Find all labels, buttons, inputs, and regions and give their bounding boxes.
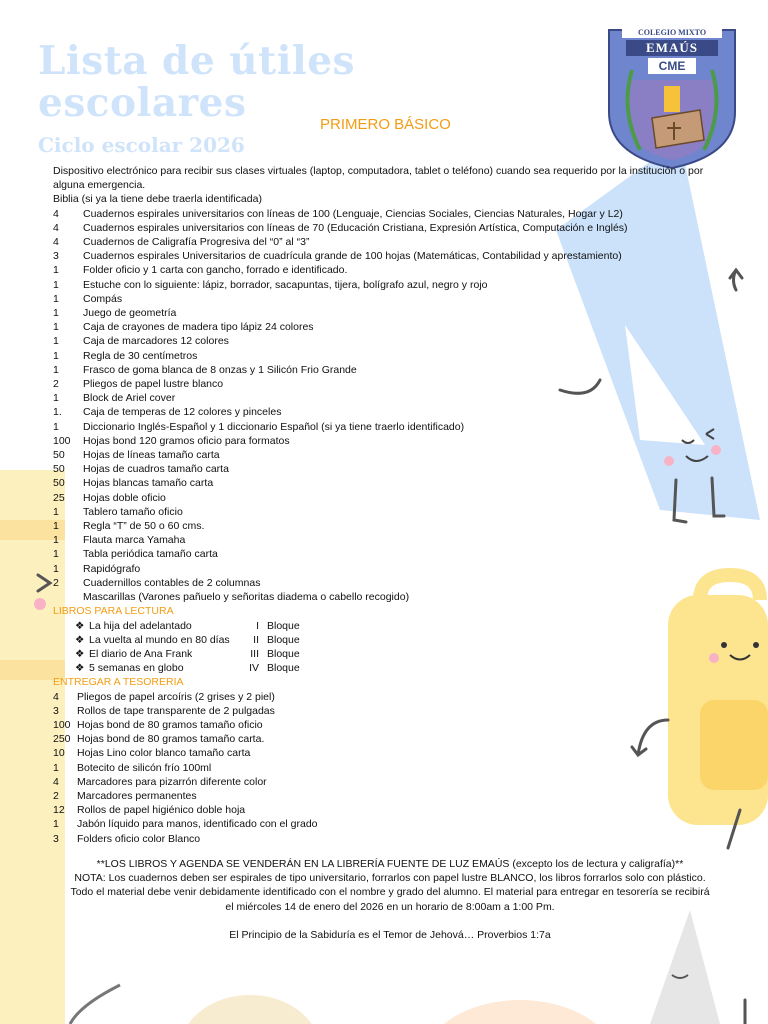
item-quantity: 1 [53,321,59,334]
list-item [53,775,713,789]
supply-list [53,164,713,846]
item-quantity: 4 [53,221,59,234]
item-description: Cuadernos espirales universitarios con líneas de 100 (Lenguaje, Ciencias Sociales, Ciencias Naturales, Hogar y L2) [83,207,623,220]
delivery-note-line-1: Todo el material debe venir debidamente identificado con el nombre y grado del alumno. El material para entregar en tesorería se recibirá [70,886,710,899]
list-item [53,761,713,775]
item-quantity: 50 [53,477,65,490]
reading-book [53,633,713,647]
item-quantity: 1 [53,548,59,561]
list-item [53,562,713,576]
item-quantity: 3 [53,832,59,845]
item-description: Marcadores permanentes [77,789,197,802]
item-description: Hojas de cuadros tamaño carta [83,463,229,476]
item-quantity: 1 [53,363,59,376]
list-item [53,746,713,760]
list-item [53,803,713,817]
list-item [53,377,713,391]
list-item [53,405,713,419]
item-quantity: 2 [53,378,59,391]
treasury-heading: ENTREGAR A TESORERIA [53,676,184,689]
item-description: Rollos de tape transparente de 2 pulgadas [77,704,275,717]
item-quantity: 1 [53,520,59,533]
item-description: Juego de geometría [83,307,177,320]
list-item [53,817,713,831]
book-block-number: III [250,647,259,660]
list-item [53,690,713,704]
item-description: Jabón líquido para manos, identificado con el grado [77,818,318,831]
item-quantity: 50 [53,463,65,476]
book-title: El diario de Ana Frank [89,647,193,660]
item-description: Hojas blancas tamaño carta [83,477,214,490]
item-quantity: 1 [53,420,59,433]
page-title [38,40,355,124]
book-block-number: II [253,633,259,646]
item-description: Mascarillas (Varones pañuelo y señoritas diadema o cabello recogido) [83,591,410,604]
book-block-label: Bloque [267,619,300,632]
intro-device: Dispositivo electrónico para recibir sus clases virtuales (laptop, computadora, tablet o teléfono) cuando sea requerido por la institución o por alguna emergencia. [53,165,704,192]
book-title: 5 semanas en globo [89,662,184,675]
item-quantity: 1 [53,264,59,277]
list-item [53,334,713,348]
item-description: Tablero tamaño oficio [83,505,183,518]
list-item [53,789,713,803]
item-description: Folder oficio y 1 carta con gancho, forrado e identificado. [83,264,348,277]
diamond-bullet-icon: ❖ [75,619,85,632]
item-description: Cuadernillos contables de 2 columnas [83,576,261,589]
grade-heading: PRIMERO BÁSICO [320,116,451,133]
list-item [53,732,713,746]
item-quantity: 4 [53,690,59,703]
book-block-label: Bloque [267,633,300,646]
item-quantity: 2 [53,789,59,802]
list-item [53,349,713,363]
list-item [53,363,713,377]
list-item [53,832,713,846]
item-description: Hojas bond de 80 gramos tamaño oficio [77,718,263,731]
item-quantity: 50 [53,449,65,462]
reading-books-list [53,619,713,676]
item-quantity: 4 [53,775,59,788]
list-item [53,434,713,448]
list-item [53,704,713,718]
list-item [53,391,713,405]
item-description: Regla de 30 centímetros [83,349,198,362]
treasury-list [53,690,713,846]
item-quantity: 25 [53,491,65,504]
item-quantity: 4 [53,207,59,220]
book-title: La vuelta al mundo en 80 días [89,633,230,646]
list-item [53,235,713,249]
item-description: Hojas bond 120 gramos oficio para formatos [83,434,290,447]
logo-initials: CME [658,59,686,73]
list-item [53,292,713,306]
list-item [53,320,713,334]
book-block-number: I [256,619,259,632]
bible-verse: El Principio de la Sabiduría es el Temor de Jehová… Proverbios 1:7a [229,928,551,941]
item-description: Cuadernos espirales Universitarios de cuadrícula grande de 100 hojas (Matemáticas, Contabilidad y aprestamiento) [83,250,622,263]
list-item [53,533,713,547]
reading-book [53,619,713,633]
item-description: Compás [83,292,123,305]
list-item [53,263,713,277]
item-quantity: 1 [53,292,59,305]
item-quantity: 1 [53,534,59,547]
list-item [53,306,713,320]
book-block-label: Bloque [267,647,300,660]
item-quantity: 1 [53,562,59,575]
title-line-2: escolares [38,80,247,126]
list-item [53,718,713,732]
reading-book [53,647,713,661]
item-quantity: 1 [53,349,59,362]
list-item [53,448,713,462]
item-description: Cuadernos espirales universitarios con líneas de 70 (Educación Cristiana, Expresión Artística, Computación e Inglés) [83,221,628,234]
book-block-number: IV [249,662,259,675]
item-description: Rapidógrafo [83,562,141,575]
item-description: Pliegos de papel lustre blanco [83,378,224,391]
item-quantity: 1 [53,818,59,831]
item-description: Pliegos de papel arcoíris (2 grises y 2 piel) [77,690,275,703]
item-description: Rollos de papel higiénico doble hoja [77,804,246,817]
book-title: La hija del adelantado [89,619,192,632]
item-description: Hojas Lino color blanco tamaño carta [77,747,251,760]
item-description: Frasco de goma blanca de 8 onzas y 1 Silicón Frio Grande [83,363,357,376]
reading-book [53,661,713,675]
list-item [53,590,713,604]
item-description: Folders oficio color Blanco [77,832,201,845]
item-description: Caja de temperas de 12 colores y pinceles [83,406,282,419]
item-quantity: 12 [53,804,65,817]
diamond-bullet-icon: ❖ [75,662,85,675]
book-block-label: Bloque [267,662,300,675]
list-item [53,547,713,561]
item-description: Diccionario Inglés-Español y 1 diccionario Español (si ya tiene traerlo identificado) [83,420,465,433]
item-quantity: 1 [53,278,59,291]
item-quantity: 1 [53,307,59,320]
list-item [53,207,713,221]
item-quantity: 250 [53,733,71,746]
item-description: Flauta marca Yamaha [83,534,186,547]
list-item [53,505,713,519]
logo-top-text: COLEGIO MIXTO [637,28,707,37]
item-description: Caja de marcadores 12 colores [83,335,229,348]
items-list [53,207,713,605]
list-item [53,278,713,292]
item-description: Botecito de silicón frío 100ml [77,761,212,774]
title-line-1: Lista de útiles [38,38,355,84]
list-item [53,576,713,590]
item-quantity: 1 [53,392,59,405]
school-year-subtitle: Ciclo escolar 2026 [38,133,245,157]
item-description: Regla “T” de 50 o 60 cms. [83,520,205,533]
footer-notes [40,857,740,942]
item-quantity: 2 [53,576,59,589]
item-quantity: 4 [53,236,59,249]
list-item [53,476,713,490]
item-quantity: 100 [53,434,71,447]
item-description: Cuadernos de Caligrafía Progresiva del “0” al “3” [83,236,310,249]
item-description: Estuche con lo siguiente: lápiz, borrador, sacapuntas, tijera, bolígrafo azul, negro y rojo [83,278,488,291]
item-description: Hojas doble oficio [83,491,166,504]
item-description: Hojas bond de 80 gramos tamaño carta. [77,733,265,746]
list-item [53,249,713,263]
item-quantity: 3 [53,250,59,263]
item-description: Block de Ariel cover [83,392,176,405]
item-quantity: 1 [53,761,59,774]
item-quantity: 10 [53,747,65,760]
diamond-bullet-icon: ❖ [75,633,85,646]
item-description: Hojas de líneas tamaño carta [83,449,220,462]
notebook-note: NOTA: Los cuadernos deben ser espirales de tipo universitario, forrarlos con papel lustre BLANCO, los libros forrarlos solo con plástico. [74,872,706,885]
item-quantity: 1 [53,335,59,348]
list-item [53,462,713,476]
list-item [53,221,713,235]
item-description: Marcadores para pizarrón diferente color [77,775,267,788]
reading-heading: LIBROS PARA LECTURA [53,605,174,618]
list-item [53,519,713,533]
delivery-note-line-2: el miércoles 14 de enero del 2026 en un horario de 8:00am a 1:00 Pm. [225,900,555,913]
books-note: **LOS LIBROS Y AGENDA SE VENDERÁN EN LA LIBRERÍA FUENTE DE LUZ EMAÚS (excepto los de lectura y caligrafía)** [96,858,684,870]
item-quantity: 1. [53,406,62,419]
intro-bible: Biblia (si ya la tiene debe traerla identificada) [53,193,262,206]
item-quantity [53,590,83,604]
item-description: Caja de crayones de madera tipo lápiz 24 colores [83,321,314,334]
item-description: Tabla periódica tamaño carta [83,548,218,561]
item-quantity: 1 [53,505,59,518]
item-quantity: 100 [53,718,71,731]
item-quantity: 3 [53,704,59,717]
logo-name: EMAÚS [646,40,698,55]
diamond-bullet-icon: ❖ [75,647,85,660]
list-item [53,420,713,434]
list-item [53,491,713,505]
